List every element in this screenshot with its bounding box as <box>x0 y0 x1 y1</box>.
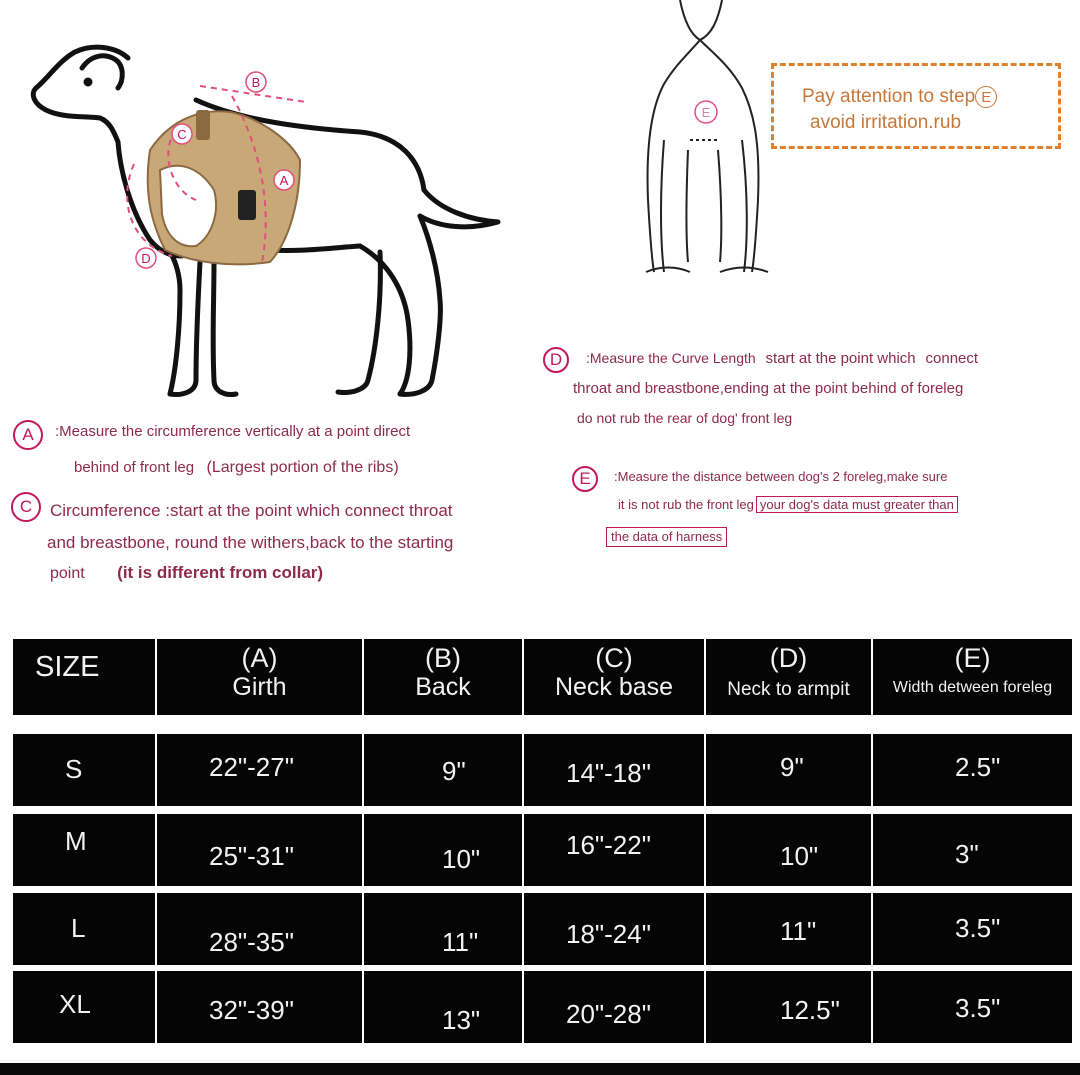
measurement-value: 3.5" <box>955 993 1001 1023</box>
note-e-line2: it is not rub the front leg your dog's data must greater than <box>618 497 958 513</box>
size-label: S <box>65 754 83 784</box>
table-row-cell <box>524 734 704 806</box>
table-header-top: (B) <box>425 643 461 673</box>
table-row-cell <box>157 734 362 806</box>
note-d-line1: :Measure the Curve Length start at the point which connect <box>586 350 979 367</box>
table-size-cell <box>13 893 155 965</box>
table-header-bottom: Girth <box>232 673 287 701</box>
measurement-value: 3.5" <box>955 913 1001 943</box>
diagram-label-d: D <box>141 251 151 266</box>
measurement-value: 28"-35" <box>209 927 294 957</box>
diagram-label-a: A <box>279 173 289 188</box>
table-row-cell <box>364 814 522 886</box>
measurement-value: 11" <box>780 916 817 946</box>
note-e-line1: :Measure the distance between dog's 2 foreleg,make sure <box>614 469 948 484</box>
table-size-cell <box>13 734 155 806</box>
table-header-bottom: Back <box>415 673 471 701</box>
measurement-value: 3" <box>955 839 979 869</box>
badge-e: E <box>572 466 598 492</box>
table-header-cell <box>524 639 704 715</box>
measurement-value: 12.5" <box>780 995 840 1025</box>
dog-front-illustration <box>0 0 1080 300</box>
measurement-value: 22"-27" <box>209 752 294 782</box>
table-header-cell <box>13 639 155 715</box>
table-row-cell <box>157 814 362 886</box>
table-header-top: (A) <box>241 643 278 673</box>
table-row-cell <box>524 971 704 1043</box>
table-header-top: (D) <box>769 643 808 673</box>
note-d-line3: do not rub the rear of dog' front leg <box>577 410 793 426</box>
table-row-cell <box>157 971 362 1043</box>
diagram-label-e: E <box>701 105 711 120</box>
measurement-value: 9" <box>442 756 466 786</box>
notice-line1: Pay attention to step E <box>802 86 997 108</box>
note-c-line2: and breastbone, round the withers,back to the starting <box>47 533 454 552</box>
table-header-cell <box>364 639 522 715</box>
table-header-bottom: Neck to armpit <box>727 679 850 700</box>
notice-box <box>771 63 1061 149</box>
note-e-line3: the data of harness <box>606 527 727 547</box>
note-d-line2: throat and breastbone,ending at the point behind of foreleg <box>573 380 964 397</box>
measurement-value: 14"-18" <box>566 758 651 788</box>
measurement-value: 20"-28" <box>566 999 651 1029</box>
size-label: M <box>65 826 87 856</box>
measurement-value: 10" <box>442 844 481 874</box>
table-row-cell <box>364 893 522 965</box>
measurement-value: 2.5" <box>955 752 1001 782</box>
diagram-label-b: B <box>251 75 261 90</box>
table-header-top: (E) <box>954 643 991 673</box>
table-header-cell <box>873 639 1072 715</box>
measurement-value: 32"-39" <box>209 995 294 1025</box>
table-size-cell <box>13 971 155 1043</box>
note-c-line1: Circumference :start at the point which connect throat <box>50 501 453 520</box>
table-row-cell <box>706 893 871 965</box>
measurement-value: 9" <box>780 752 804 782</box>
size-label: L <box>71 913 86 943</box>
measurement-value: 11" <box>442 927 479 957</box>
table-header-cell <box>157 639 362 715</box>
table-row-cell <box>706 814 871 886</box>
bottom-bar <box>0 1063 1080 1075</box>
table-row-cell <box>524 893 704 965</box>
measurement-value: 13" <box>442 1005 481 1035</box>
table-header-bottom: Width detween foreleg <box>892 679 1053 696</box>
table-row-cell <box>364 971 522 1043</box>
table-header-top: (C) <box>595 643 633 673</box>
measurement-value: 10" <box>780 841 819 871</box>
size-label: XL <box>59 989 91 1019</box>
measurement-value: 18"-24" <box>566 919 651 949</box>
table-row-cell <box>873 971 1072 1043</box>
table-row-cell <box>873 814 1072 886</box>
note-c-line3: point (it is different from collar) <box>50 563 324 582</box>
table-header-cell <box>706 639 871 715</box>
measurement-value: 25"-31" <box>209 841 294 871</box>
badge-a: A <box>13 420 43 450</box>
table-row-cell <box>873 734 1072 806</box>
badge-c: C <box>11 492 41 522</box>
table-size-cell <box>13 814 155 886</box>
note-a-line1: :Measure the circumference vertically at a point direct <box>55 423 411 440</box>
step-e-badge: E <box>975 86 997 108</box>
badge-d: D <box>543 347 569 373</box>
table-header-top: SIZE <box>35 651 100 683</box>
table-row-cell <box>157 893 362 965</box>
table-header-bottom: Neck base <box>554 673 674 701</box>
note-a-line2: behind of front leg (Largest portion of the ribs) <box>74 459 399 476</box>
table-row-cell <box>706 971 871 1043</box>
notice-line2: avoid irritation.rub <box>810 112 962 133</box>
table-row-cell <box>706 734 871 806</box>
diagram-label-c: C <box>177 127 187 142</box>
measurement-value: 16"-22" <box>566 830 651 860</box>
highlight-greater-than: your dog's data must greater than <box>756 496 958 513</box>
table-row-cell <box>364 734 522 806</box>
table-row-cell <box>524 814 704 886</box>
table-row-cell <box>873 893 1072 965</box>
